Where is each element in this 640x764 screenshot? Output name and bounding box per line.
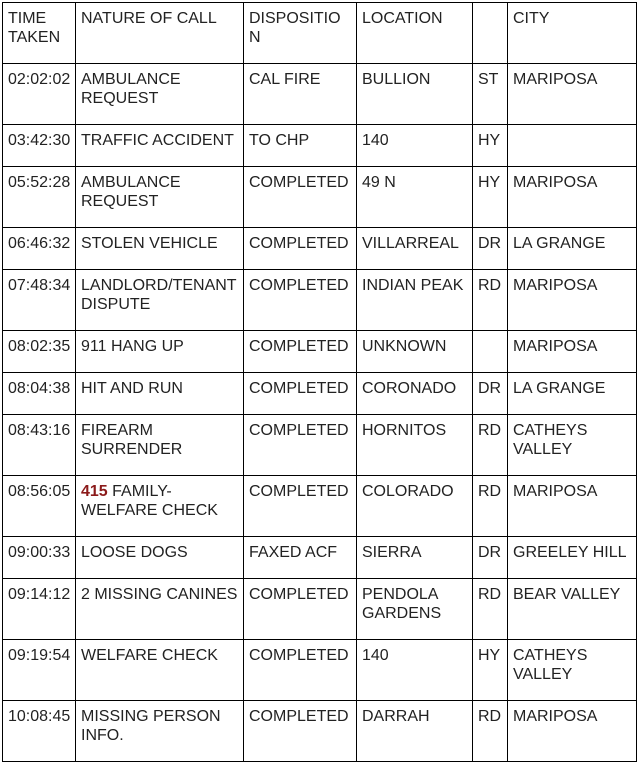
cell-street-type: DR: [473, 373, 508, 415]
cell-city: MARIPOSA: [508, 64, 637, 125]
call-nature: STOLEN VEHICLE: [81, 235, 218, 252]
cell-location: DARRAH: [357, 701, 473, 762]
cell-time: 09:00:33: [3, 537, 76, 579]
cell-time: 08:56:05: [3, 476, 76, 537]
table-row: [3, 415, 637, 476]
cell-city: MARIPOSA: [508, 270, 637, 331]
cell-city: LA GRANGE: [508, 373, 637, 415]
cell-nature: [76, 579, 244, 640]
cell-location: 140: [357, 640, 473, 701]
cell-nature: [76, 373, 244, 415]
call-nature: LANDLORD/TENANT DISPUTE: [81, 277, 237, 313]
cell-nature: [76, 415, 244, 476]
call-nature: AMBULANCE REQUEST: [81, 174, 181, 210]
cell-city: BEAR VALLEY: [508, 579, 637, 640]
cell-street-type: RD: [473, 415, 508, 476]
cell-location: INDIAN PEAK: [357, 270, 473, 331]
header-street-type: [473, 3, 508, 64]
table-row: [3, 228, 637, 270]
cell-location: VILLARREAL: [357, 228, 473, 270]
cell-time: 03:42:30: [3, 125, 76, 167]
call-nature: TRAFFIC ACCIDENT: [81, 132, 234, 149]
cell-street-type: RD: [473, 476, 508, 537]
header-nature: NATURE OF CALL: [76, 3, 244, 64]
table-row: [3, 476, 637, 537]
cell-location: 49 N: [357, 167, 473, 228]
table-row: [3, 373, 637, 415]
cell-street-type: HY: [473, 125, 508, 167]
cell-time: 09:19:54: [3, 640, 76, 701]
table-row: [3, 167, 637, 228]
cell-street-type: DR: [473, 537, 508, 579]
cell-street-type: RD: [473, 579, 508, 640]
cell-disposition: COMPLETED: [244, 415, 357, 476]
cell-nature: [76, 537, 244, 579]
cell-location: HORNITOS: [357, 415, 473, 476]
cell-location: BULLION: [357, 64, 473, 125]
cell-disposition: COMPLETED: [244, 228, 357, 270]
cell-nature: [76, 476, 244, 537]
call-nature: 911 HANG UP: [81, 338, 184, 355]
cell-nature: [76, 270, 244, 331]
table-row: [3, 64, 637, 125]
cell-time: 02:02:02: [3, 64, 76, 125]
cell-time: 05:52:28: [3, 167, 76, 228]
table-row: [3, 640, 637, 701]
cell-time: 08:43:16: [3, 415, 76, 476]
call-log-table: [2, 2, 637, 762]
table-row: [3, 537, 637, 579]
cell-disposition: COMPLETED: [244, 476, 357, 537]
call-nature: FAMILY-WELFARE CHECK: [81, 483, 218, 519]
cell-city: MARIPOSA: [508, 167, 637, 228]
cell-city: LA GRANGE: [508, 228, 637, 270]
cell-location: CORONADO: [357, 373, 473, 415]
call-nature: FIREARM SURRENDER: [81, 422, 183, 458]
call-code: 415: [81, 483, 108, 500]
table-row: [3, 331, 637, 373]
cell-time: 10:08:45: [3, 701, 76, 762]
cell-street-type: RD: [473, 701, 508, 762]
cell-disposition: COMPLETED: [244, 167, 357, 228]
table-row: [3, 125, 637, 167]
cell-nature: [76, 228, 244, 270]
header-time: TIME TAKEN: [3, 3, 76, 64]
cell-city: CATHEYS VALLEY: [508, 415, 637, 476]
cell-disposition: COMPLETED: [244, 579, 357, 640]
cell-time: 07:48:34: [3, 270, 76, 331]
cell-disposition: FAXED ACF: [244, 537, 357, 579]
cell-time: 08:04:38: [3, 373, 76, 415]
header-city: CITY: [508, 3, 637, 64]
cell-time: 06:46:32: [3, 228, 76, 270]
cell-disposition: CAL FIRE: [244, 64, 357, 125]
table-row: [3, 701, 637, 762]
cell-nature: [76, 331, 244, 373]
cell-nature: [76, 640, 244, 701]
cell-city: MARIPOSA: [508, 331, 637, 373]
table-row: [3, 270, 637, 331]
cell-street-type: DR: [473, 228, 508, 270]
cell-city: GREELEY HILL: [508, 537, 637, 579]
cell-city: MARIPOSA: [508, 476, 637, 537]
call-nature: AMBULANCE REQUEST: [81, 71, 181, 107]
cell-location: 140: [357, 125, 473, 167]
cell-disposition: COMPLETED: [244, 331, 357, 373]
cell-location: PENDOLA GARDENS: [357, 579, 473, 640]
cell-time: 08:02:35: [3, 331, 76, 373]
call-nature: HIT AND RUN: [81, 380, 183, 397]
header-row: [3, 3, 637, 64]
cell-location: COLORADO: [357, 476, 473, 537]
cell-city: CATHEYS VALLEY: [508, 640, 637, 701]
call-nature: 2 MISSING CANINES: [81, 586, 238, 603]
cell-street-type: HY: [473, 640, 508, 701]
table-row: [3, 579, 637, 640]
cell-disposition: TO CHP: [244, 125, 357, 167]
cell-city: [508, 125, 637, 167]
cell-disposition: COMPLETED: [244, 373, 357, 415]
header-location: LOCATION: [357, 3, 473, 64]
cell-nature: [76, 701, 244, 762]
cell-disposition: COMPLETED: [244, 640, 357, 701]
call-nature: LOOSE DOGS: [81, 544, 188, 561]
cell-time: 09:14:12: [3, 579, 76, 640]
cell-nature: [76, 64, 244, 125]
cell-disposition: COMPLETED: [244, 270, 357, 331]
call-nature: WELFARE CHECK: [81, 647, 218, 664]
call-nature: MISSING PERSON INFO.: [81, 708, 221, 744]
cell-location: UNKNOWN: [357, 331, 473, 373]
cell-location: SIERRA: [357, 537, 473, 579]
header-disposition: DISPOSITION: [244, 3, 357, 64]
cell-street-type: ST: [473, 64, 508, 125]
cell-street-type: [473, 331, 508, 373]
cell-disposition: COMPLETED: [244, 701, 357, 762]
cell-nature: [76, 125, 244, 167]
cell-city: MARIPOSA: [508, 701, 637, 762]
cell-street-type: HY: [473, 167, 508, 228]
cell-nature: [76, 167, 244, 228]
cell-street-type: RD: [473, 270, 508, 331]
